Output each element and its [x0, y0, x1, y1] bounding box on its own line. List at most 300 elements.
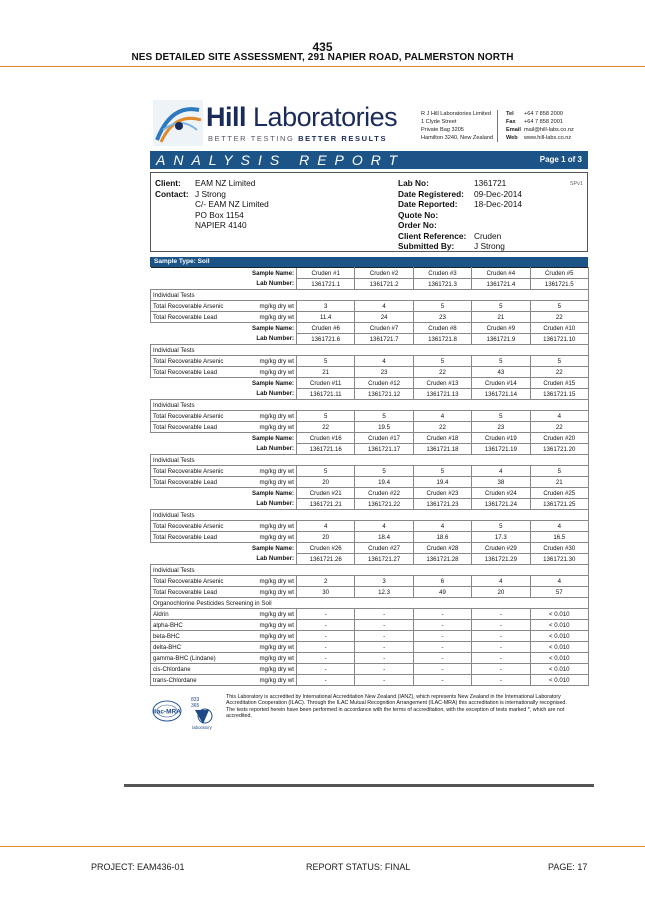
- lab-number-cell: 1361721.24: [472, 499, 530, 510]
- address-line: Hamilton 3240, New Zealand: [421, 135, 494, 141]
- test-unit: mg/kg dry wt: [237, 620, 297, 631]
- sample-name-label: Sample Name:: [151, 323, 297, 334]
- result-row: [151, 477, 589, 488]
- result-row: [151, 664, 589, 675]
- accreditation-text: [226, 694, 588, 719]
- result-value: 21: [297, 367, 355, 378]
- result-value: < 0.010: [530, 675, 588, 686]
- result-value: 19.4: [355, 477, 413, 488]
- result-value: 5: [297, 411, 355, 422]
- result-row: [151, 521, 589, 532]
- sample-type-header: Sample Type: Soil: [150, 257, 588, 267]
- info-label: Quote No:: [398, 209, 439, 220]
- sample-name-cell: Cruden #24: [472, 488, 530, 499]
- sample-name-cell: Cruden #9: [472, 323, 530, 334]
- lab-number-cell: 1361721.22: [355, 499, 413, 510]
- result-value: 5: [472, 521, 530, 532]
- info-label: Date Registered:: [398, 188, 464, 199]
- lab-number-cell: 1361721.20: [530, 444, 588, 455]
- section-row: [151, 455, 589, 466]
- result-value: 23: [413, 312, 471, 323]
- lab-number-cell: 1361721.21: [297, 499, 355, 510]
- result-row: [151, 653, 589, 664]
- result-value: 19.5: [355, 422, 413, 433]
- result-value: 20: [297, 532, 355, 543]
- sample-name-row: [151, 323, 589, 334]
- test-name: Total Recoverable Lead: [151, 477, 237, 488]
- analysis-report: [150, 96, 588, 732]
- result-value: -: [413, 664, 471, 675]
- report-info-labels: [398, 178, 466, 252]
- lab-number-cell: 1361721.19: [472, 444, 530, 455]
- test-unit: mg/kg dry wt: [237, 477, 297, 488]
- section-row: [151, 400, 589, 411]
- info-value: Cruden: [474, 230, 502, 241]
- sample-name-label: Sample Name:: [151, 543, 297, 554]
- result-row: [151, 609, 589, 620]
- sample-name-cell: Cruden #19: [472, 433, 530, 444]
- lab-number-cell: 1361721.3: [413, 279, 471, 290]
- result-value: 38: [472, 477, 530, 488]
- lab-number-cell: 1361721.7: [355, 334, 413, 345]
- client-values: [195, 178, 269, 231]
- sample-name-cell: Cruden #15: [530, 378, 588, 389]
- result-value: -: [355, 609, 413, 620]
- result-row: [151, 587, 589, 598]
- lab-number-row: [151, 334, 589, 345]
- individual-tests-label: Individual Tests: [151, 510, 589, 521]
- result-value: -: [297, 609, 355, 620]
- footer-rule: [0, 846, 645, 847]
- result-value: -: [297, 675, 355, 686]
- result-value: -: [472, 642, 530, 653]
- sample-name-row: [151, 378, 589, 389]
- result-value: 22: [297, 422, 355, 433]
- ianz-laboratory-logo-icon: [185, 694, 219, 730]
- lab-number: 833: [191, 697, 200, 703]
- info-label: Order No:: [398, 220, 437, 230]
- result-row: [151, 642, 589, 653]
- client-line: NAPIER 4140: [195, 220, 247, 230]
- sample-name-cell: Cruden #11: [297, 378, 355, 389]
- page-number: 435: [312, 40, 333, 54]
- lab-number-label: Lab Number:: [256, 390, 294, 398]
- result-value: 5: [355, 466, 413, 477]
- tagline-light: BETTER TESTING: [208, 134, 295, 143]
- contact-label: Web: [506, 135, 518, 141]
- lab-number-label: Lab Number:: [256, 500, 294, 508]
- sample-name-cell: Cruden #21: [297, 488, 355, 499]
- result-value: 5: [530, 466, 588, 477]
- individual-tests-label: Individual Tests: [151, 400, 589, 411]
- test-name: Total Recoverable Arsenic: [151, 411, 237, 422]
- client-details: [150, 172, 588, 252]
- lab-number-row: [151, 499, 589, 510]
- logo-wordmark: [206, 102, 397, 132]
- result-value: 19.4: [413, 477, 471, 488]
- result-value: 12.3: [355, 587, 413, 598]
- result-row: [151, 422, 589, 433]
- sample-name-cell: Cruden #16: [297, 433, 355, 444]
- section-row: [151, 565, 589, 576]
- result-row: [151, 620, 589, 631]
- result-value: 3: [297, 301, 355, 312]
- result-value: < 0.010: [530, 609, 588, 620]
- footer-status: REPORT STATUS: FINAL: [306, 862, 411, 872]
- result-value: 5: [413, 301, 471, 312]
- result-value: 43: [472, 367, 530, 378]
- sample-name-label: Sample Name:: [151, 378, 297, 389]
- lab-number-cell: 1361721.12: [355, 389, 413, 400]
- sample-name-cell: Cruden #3: [413, 268, 471, 279]
- lab-number-cell: 1361721.13: [413, 389, 471, 400]
- info-value: 18-Dec-2014: [474, 199, 522, 209]
- lab-number-cell: 1361721.16: [297, 444, 355, 455]
- result-row: [151, 576, 589, 587]
- sample-name-cell: Cruden #30: [530, 543, 588, 554]
- info-label: Lab No:: [398, 178, 429, 188]
- test-unit: mg/kg dry wt: [237, 356, 297, 367]
- lab-number-cell: 1361721.11: [297, 389, 355, 400]
- result-value: -: [472, 653, 530, 664]
- result-value: 22: [413, 422, 471, 433]
- result-value: 18.4: [355, 532, 413, 543]
- result-value: 5: [472, 301, 530, 312]
- result-value: -: [297, 653, 355, 664]
- test-unit: mg/kg dry wt: [237, 312, 297, 323]
- lab-number-cell: 1361721.25: [530, 499, 588, 510]
- oc-section-label: Organochlorine Pesticides Screening in Soil: [151, 598, 589, 609]
- lab-number-cell: 1361721.14: [472, 389, 530, 400]
- sample-name-cell: Cruden #23: [413, 488, 471, 499]
- result-row: [151, 532, 589, 543]
- result-value: -: [297, 642, 355, 653]
- test-unit: mg/kg dry wt: [237, 664, 297, 675]
- result-value: 5: [472, 356, 530, 367]
- sample-name-label: Sample Name:: [151, 433, 297, 444]
- test-unit: mg/kg dry wt: [237, 675, 297, 686]
- result-value: -: [297, 664, 355, 675]
- test-name: beta-BHC: [151, 631, 237, 642]
- test-unit: mg/kg dry wt: [237, 631, 297, 642]
- test-name: Total Recoverable Arsenic: [151, 301, 237, 312]
- result-value: 17.3: [472, 532, 530, 543]
- sample-name-label: Sample Name:: [151, 488, 297, 499]
- test-name: Total Recoverable Arsenic: [151, 466, 237, 477]
- result-value: -: [472, 609, 530, 620]
- individual-tests-label: Individual Tests: [151, 565, 589, 576]
- sample-name-cell: Cruden #7: [355, 323, 413, 334]
- result-value: 16.5: [530, 532, 588, 543]
- result-value: -: [355, 631, 413, 642]
- test-unit: mg/kg dry wt: [237, 532, 297, 543]
- result-value: < 0.010: [530, 664, 588, 675]
- sample-name-cell: Cruden #12: [355, 378, 413, 389]
- sample-name-cell: Cruden #29: [472, 543, 530, 554]
- lab-number-cell: 1361721.27: [355, 554, 413, 565]
- test-name: Total Recoverable Lead: [151, 367, 237, 378]
- sample-name-label: Sample Name:: [151, 268, 297, 279]
- logo-tagline: [208, 134, 387, 143]
- result-value: -: [355, 620, 413, 631]
- lab-contact: [506, 110, 577, 142]
- client-labels: [155, 178, 189, 199]
- contact-label: Contact:: [155, 188, 189, 199]
- test-name: Total Recoverable Arsenic: [151, 356, 237, 367]
- result-value: 4: [355, 356, 413, 367]
- test-unit: mg/kg dry wt: [237, 466, 297, 477]
- sample-name-cell: Cruden #5: [530, 268, 588, 279]
- logo-name-light: Laboratories: [253, 102, 398, 132]
- result-value: 4: [530, 576, 588, 587]
- lab-word: laboratory: [192, 725, 212, 730]
- test-unit: mg/kg dry wt: [237, 587, 297, 598]
- lab-number-row: [151, 554, 589, 565]
- test-name: gamma-BHC (Lindane): [151, 653, 237, 664]
- accreditation-note: The tests reported herein have been performed in accordance with the terms of accreditation, with the exception of tests marked *, which are not accredited.: [226, 706, 565, 719]
- result-value: 5: [413, 356, 471, 367]
- result-row: [151, 631, 589, 642]
- result-value: 23: [355, 367, 413, 378]
- result-value: -: [413, 609, 471, 620]
- contact-label: Fax: [506, 119, 516, 125]
- address-line: R J Hill Laboratories Limited: [421, 111, 491, 117]
- sample-name-cell: Cruden #25: [530, 488, 588, 499]
- test-name: Total Recoverable Lead: [151, 587, 237, 598]
- lab-number-label: Lab Number:: [256, 280, 294, 288]
- address-line: Private Bag 3205: [421, 127, 464, 133]
- lab-number-cell: 1361721.26: [297, 554, 355, 565]
- contact-label: Email: [506, 127, 521, 133]
- section-row: [151, 510, 589, 521]
- result-value: -: [472, 675, 530, 686]
- contact-value: mail@hill-labs.co.nz: [523, 127, 574, 133]
- test-name: delta-BHC: [151, 642, 237, 653]
- client-line: EAM NZ Limited: [195, 178, 256, 188]
- test-name: Aldrin: [151, 609, 237, 620]
- sample-name-row: [151, 433, 589, 444]
- lab-address: [421, 110, 498, 142]
- result-row: [151, 675, 589, 686]
- info-value: [474, 220, 522, 231]
- lab-number-row: [151, 279, 589, 290]
- individual-tests-label: Individual Tests: [151, 290, 589, 301]
- lab-number-cell: 1361721.5: [530, 279, 588, 290]
- info-label: Client Reference:: [398, 230, 467, 241]
- banner-page: Page 1 of 3: [539, 155, 582, 164]
- result-value: 18.6: [413, 532, 471, 543]
- section-row: [151, 345, 589, 356]
- hill-labs-logo-icon: [153, 100, 203, 146]
- result-value: -: [413, 675, 471, 686]
- sample-name-cell: Cruden #27: [355, 543, 413, 554]
- sample-name-row: [151, 488, 589, 499]
- result-value: -: [413, 631, 471, 642]
- result-value: 49: [413, 587, 471, 598]
- accreditation-statement: This Laboratory is accredited by International Accreditation New Zealand (IANZ), which represents New Zealand in the International Laboratory Accreditation Cooperation (ILAC). Through the ILAC Mutual Recognition Arrangement (ILAC-MRA) this accreditation is internationally recognised.: [226, 694, 567, 707]
- sample-name-row: [151, 543, 589, 554]
- client-label: Client:: [155, 178, 181, 188]
- tagline-bold: BETTER RESULTS: [298, 134, 388, 143]
- lab-number-cell: 1361721.28: [413, 554, 471, 565]
- banner-title: ANALYSIS REPORT: [156, 152, 406, 168]
- sample-name-cell: Cruden #2: [355, 268, 413, 279]
- lab-number-cell: 1361721.30: [530, 554, 588, 565]
- client-line: PO Box 1154: [195, 209, 244, 220]
- test-name: cis-Chlordane: [151, 664, 237, 675]
- result-value: 11.4: [297, 312, 355, 323]
- logo-name-bold: Hill: [206, 102, 247, 132]
- result-value: -: [355, 675, 413, 686]
- lab-number-cell: 1361721.23: [413, 499, 471, 510]
- sample-name-cell: Cruden #14: [472, 378, 530, 389]
- lab-number-label: Lab Number:: [256, 335, 294, 343]
- lab-number-label: Lab Number:: [256, 445, 294, 453]
- sample-name-cell: Cruden #4: [472, 268, 530, 279]
- result-value: -: [472, 620, 530, 631]
- sample-name-cell: Cruden #28: [413, 543, 471, 554]
- test-name: trans-Chlordane: [151, 675, 237, 686]
- ilac-mra-logo-icon: [152, 700, 182, 722]
- result-value: -: [355, 664, 413, 675]
- report-bottom-bar: [124, 784, 594, 787]
- result-row: [151, 411, 589, 422]
- result-value: 20: [297, 477, 355, 488]
- result-value: 4: [355, 521, 413, 532]
- result-value: -: [355, 653, 413, 664]
- client-line: J Strong: [195, 188, 226, 199]
- lab-number-cell: 1361721.15: [530, 389, 588, 400]
- info-value: 09-Dec-2014: [474, 188, 522, 199]
- result-value: 20: [472, 587, 530, 598]
- lab-number-label: Lab Number:: [256, 555, 294, 563]
- test-unit: mg/kg dry wt: [237, 609, 297, 620]
- result-value: -: [297, 631, 355, 642]
- result-value: 5: [413, 466, 471, 477]
- result-value: 4: [530, 411, 588, 422]
- result-value: 57: [530, 587, 588, 598]
- result-value: 22: [530, 312, 588, 323]
- test-unit: mg/kg dry wt: [237, 653, 297, 664]
- result-value: 22: [413, 367, 471, 378]
- address-line: 1 Clyde Street: [421, 119, 457, 125]
- lab-number-cell: 1361721.6: [297, 334, 355, 345]
- sample-name-cell: Cruden #22: [355, 488, 413, 499]
- sample-name-cell: Cruden #20: [530, 433, 588, 444]
- result-value: -: [413, 642, 471, 653]
- result-value: 3: [355, 576, 413, 587]
- result-value: 30: [297, 587, 355, 598]
- lab-number-row: [151, 389, 589, 400]
- test-name: Total Recoverable Lead: [151, 312, 237, 323]
- contact-value: +64 7 858 2001: [523, 119, 563, 125]
- result-value: 5: [355, 411, 413, 422]
- footer-page: PAGE: 17: [548, 862, 588, 872]
- results-table: [150, 267, 589, 686]
- result-row: [151, 356, 589, 367]
- result-value: 4: [530, 521, 588, 532]
- test-name: Total Recoverable Arsenic: [151, 521, 237, 532]
- contact-value: +64 7 858 2000: [523, 111, 563, 117]
- info-value: 1361721: [474, 178, 507, 188]
- result-value: 4: [472, 576, 530, 587]
- test-unit: mg/kg dry wt: [237, 642, 297, 653]
- result-value: 21: [530, 477, 588, 488]
- result-value: 5: [297, 356, 355, 367]
- info-value: J Strong: [474, 241, 505, 251]
- result-value: 4: [413, 411, 471, 422]
- test-unit: mg/kg dry wt: [237, 521, 297, 532]
- report-code: SPv1: [569, 181, 583, 187]
- test-name: Total Recoverable Lead: [151, 422, 237, 433]
- result-value: -: [472, 664, 530, 675]
- result-value: 24: [355, 312, 413, 323]
- result-value: 4: [472, 466, 530, 477]
- result-row: [151, 367, 589, 378]
- lab-number-cell: 1361721.9: [472, 334, 530, 345]
- lab-number-cell: 1361721.4: [472, 279, 530, 290]
- accreditation: [150, 692, 588, 732]
- test-name: alpha-BHC: [151, 620, 237, 631]
- lab-number-cell: 1361721.8: [413, 334, 471, 345]
- individual-tests-label: Individual Tests: [151, 455, 589, 466]
- info-value: [474, 210, 522, 221]
- lab-number-cell: 1361721.29: [472, 554, 530, 565]
- result-value: 5: [530, 301, 588, 312]
- result-value: 23: [472, 422, 530, 433]
- result-value: 4: [413, 521, 471, 532]
- test-name: Total Recoverable Arsenic: [151, 576, 237, 587]
- sample-name-cell: Cruden #6: [297, 323, 355, 334]
- report-info-values: [474, 178, 522, 252]
- test-unit: mg/kg dry wt: [237, 367, 297, 378]
- result-value: 22: [530, 367, 588, 378]
- client-line: C/- EAM NZ Limited: [195, 199, 269, 209]
- test-unit: mg/kg dry wt: [237, 411, 297, 422]
- header-rule: [0, 66, 645, 67]
- result-value: -: [472, 631, 530, 642]
- result-value: -: [355, 642, 413, 653]
- info-label: Date Reported:: [398, 199, 458, 209]
- result-value: 5: [297, 466, 355, 477]
- test-name: Total Recoverable Lead: [151, 532, 237, 543]
- result-value: 21: [472, 312, 530, 323]
- result-value: < 0.010: [530, 642, 588, 653]
- section-row: [151, 290, 589, 301]
- document-title: NES DETAILED SITE ASSESSMENT, 291 NAPIER ROAD, PALMERSTON NORTH: [131, 52, 514, 63]
- contact-label: Tel: [506, 111, 514, 117]
- result-value: -: [413, 653, 471, 664]
- result-value: 4: [297, 521, 355, 532]
- result-value: 6: [413, 576, 471, 587]
- info-label: Submitted By:: [398, 241, 455, 251]
- contact-value: www.hill-labs.co.nz: [523, 135, 572, 141]
- ilac-label: ilac-MRA: [153, 708, 181, 716]
- result-value: 22: [530, 422, 588, 433]
- test-unit: mg/kg dry wt: [237, 576, 297, 587]
- lab-number: 365: [191, 703, 200, 709]
- result-row: [151, 312, 589, 323]
- test-unit: mg/kg dry wt: [237, 422, 297, 433]
- sample-name-cell: Cruden #17: [355, 433, 413, 444]
- lab-number-cell: 1361721.18: [413, 444, 471, 455]
- lab-number-cell: 1361721.2: [355, 279, 413, 290]
- lab-number-cell: 1361721.10: [530, 334, 588, 345]
- section-row: [151, 598, 589, 609]
- sample-name-row: [151, 268, 589, 279]
- sample-name-cell: Cruden #8: [413, 323, 471, 334]
- footer-project: PROJECT: EAM436-01: [91, 862, 185, 872]
